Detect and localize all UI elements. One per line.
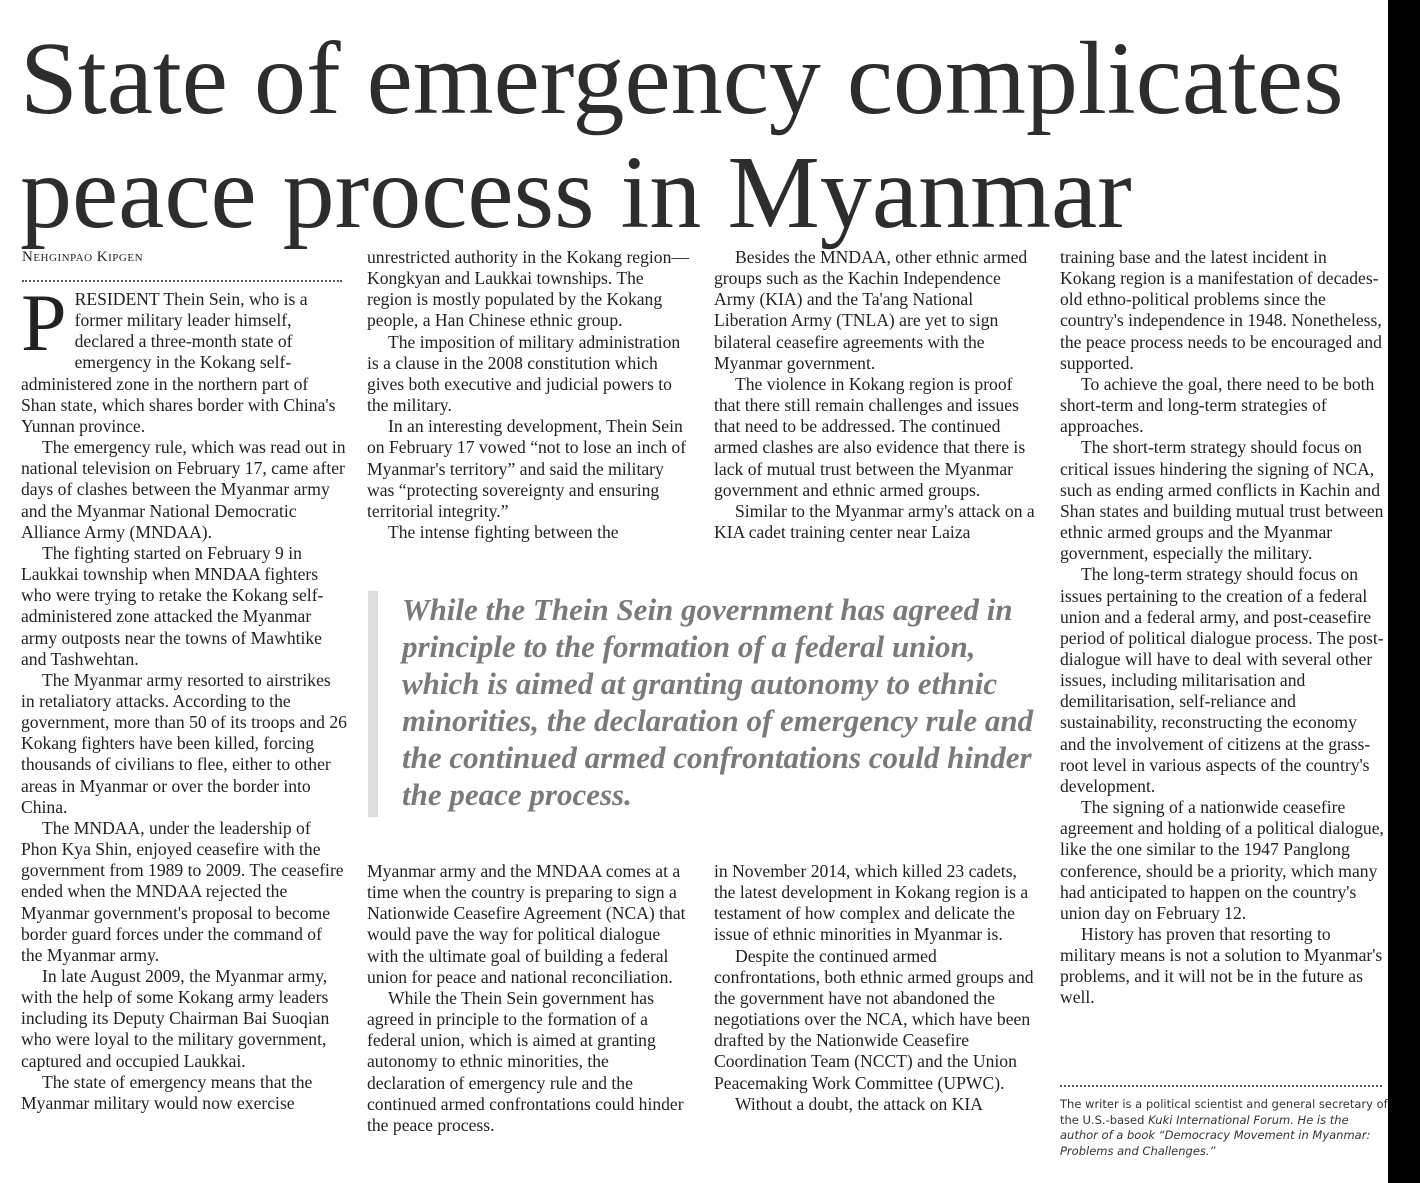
author-note-forum: Kuki International Forum. (1148, 1112, 1294, 1127)
column-2-top (367, 247, 689, 543)
byline: Nehginpao Kipgen (22, 249, 144, 265)
column-3-bottom (714, 861, 1038, 1115)
paragraph: Similar to the Myanmar army's attack on a KIA cadet training center near Laiza (714, 500, 1035, 543)
paragraph: The fighting started on February 9 in Laukkai township when MNDAA fighters who were trying to retake the Kokang self-administered zone attacked the Myanmar army outposts near the towns of Mawhtike and Tashwehtan. (21, 542, 324, 669)
column-1 (21, 277, 347, 1114)
drop-cap: P (21, 277, 67, 368)
column-2-bottom (367, 861, 689, 1136)
paragraph: The state of emergency means that the Myanmar military would now exercise (21, 1071, 313, 1113)
paragraph: History has proven that resorting to military means is not a solution to Myanmar's problems, and it will not be in the future as well. (1060, 924, 1383, 1008)
paragraph: While the Thein Sein government has agreed in principle to the formation of a federal union, which is aimed at granting autonomy to ethnic minorities, the declaration of emergency rule and the continued armed confrontations could hinder the peace process. (367, 987, 684, 1135)
paragraph: unrestricted authority in the Kokang region—Kongkyan and Laukkai townships. The region is mostly populated by the Kokang people, a Han Chinese ethnic group. (367, 247, 689, 331)
column-3-top (714, 247, 1038, 543)
byline-divider (22, 280, 342, 282)
paragraph: Besides the MNDAA, other ethnic armed groups such as the Kachin Independence Army (KIA) and the Ta'ang National Liberation Army (TNLA) are yet to sign bilateral ceasefire agreements with the Myanmar government. (714, 247, 1028, 373)
paragraph: The Myanmar army resorted to airstrikes in retaliatory attacks. According to the government, more than 50 of its troops and 26 Kokang fighters have been killed, forcing thousands of civilians to flee, either to other areas in Myanmar or over the border into China. (21, 669, 347, 817)
paragraph: The imposition of military administration is a clause in the 2008 constitution which gives both executive and judicial powers to the military. (367, 331, 681, 416)
paragraph: To achieve the goal, there need to be both short-term and long-term strategies of approaches. (1060, 373, 1375, 437)
headline: State of emergency complicates peace process in Myanmar (20, 21, 1344, 250)
paragraph: The signing of a nationwide ceasefire agreement and holding of a political dialogue, like the one similar to the 1947 Panglong conference, should be a priority, which many had anticipated to happen on the country's union day on February 12. (1060, 797, 1384, 923)
paragraph: In late August 2009, the Myanmar army, with the help of some Kokang army leaders including its Deputy Chairman Bai Suoqian who were loyal to the military government, captured and occupied Laukkai. (21, 966, 330, 1071)
pull-quote-text: While the Thein Sein government has agreed in principle to the formation of a federal union, which is aimed at granting autonomy to ethnic minorities, the declaration of emergency rule and the continued armed confrontations could hinder the peace process. (402, 592, 1034, 812)
paragraph: The short-term strategy should focus on critical issues hindering the signing of NCA, such as ending armed conflicts in Kachin and Shan states and building mutual trust between ethnic armed groups and the Myanmar government, especially the military. (1060, 437, 1384, 564)
paragraph: Myanmar army and the MNDAA comes at a time when the country is preparing to sign a Nationwide Ceasefire Agreement (NCA) that would pave the way for political dialogue with the ultimate goal of building a federal union for peace and national reconciliation. (367, 861, 686, 987)
author-note-divider (1060, 1085, 1382, 1087)
paragraph: The intense fighting between the (388, 522, 619, 543)
paragraph: The violence in Kokang region is proof that there still remain challenges and issues that need to be addressed. The continued armed clashes are also evidence that there is lack of mutual trust between the Myanmar government and ethnic armed groups. (714, 373, 1026, 500)
paragraph (21, 277, 347, 437)
paragraph: Without a doubt, the attack on KIA (735, 1093, 983, 1114)
paragraph: training base and the latest incident in Kokang region is a manifestation of decades-old ethno-political problems since the country's independence in 1948. Nonetheless, the peace process needs to be encouraged and supported. (1060, 247, 1382, 373)
column-4 (1060, 247, 1386, 1009)
paragraph: In an interesting development, Thein Sein on February 17 vowed “not to lose an inch of Myanmar's territory” and said the military was “protecting sovereignty and ensuring territorial integrity.” (367, 416, 687, 521)
paragraph-text: RESIDENT Thein Sein, who is a former military leader himself, declared a three-month state of emergency in the Kokang self-administered zone in the northern part of Shan state, which shares border with China's Yunnan province. (21, 289, 336, 436)
pull-quote (368, 591, 1046, 817)
paragraph: Despite the continued armed confrontations, both ethnic armed groups and the government have not abandoned the negotiations over the NCA, which have been drafted by the Nationwide Ceasefire Coordination Team (NCCT) and the Union Peacemaking Work Committee (UPWC). (714, 945, 1034, 1093)
paragraph: The long-term strategy should focus on issues pertaining to the creation of a federal union and a federal army, and post-ceasefire period of political dialogue process. The post-dialogue will have to deal with several other issues, including militarisation and demilitarisation, self-reliance and sustainability, reconstructing the economy and the involvement of citizens at the grass-root level in various aspects of the country's development. (1060, 564, 1384, 796)
paragraph: The emergency rule, which was read out in national television on February 17, came after days of clashes between the Myanmar army and the Myanmar National Democratic Alliance Army (MNDAA). (21, 437, 346, 542)
paragraph: in November 2014, which killed 23 cadets, the latest development in Kokang region is a testament of how complex and delicate the issue of ethnic minorities in Myanmar is. (714, 861, 1029, 945)
author-note-prefix: The writer is a political scientist and general secretary of the U.S.-based (1060, 1097, 1388, 1127)
page-edge-bar (1388, 0, 1420, 1183)
author-note-suffix: He is the author of a book “Democracy Movement in Myanmar: Problems and Challenges.” (1060, 1112, 1371, 1158)
author-note (1060, 1097, 1390, 1159)
paragraph: The MNDAA, under the leadership of Phon Kya Shin, enjoyed ceasefire with the government from 1989 to 2009. The ceasefire ended when the MNDAA rejected the Myanmar government's proposal to become border guard forces under the command of the Myanmar army. (21, 817, 344, 965)
